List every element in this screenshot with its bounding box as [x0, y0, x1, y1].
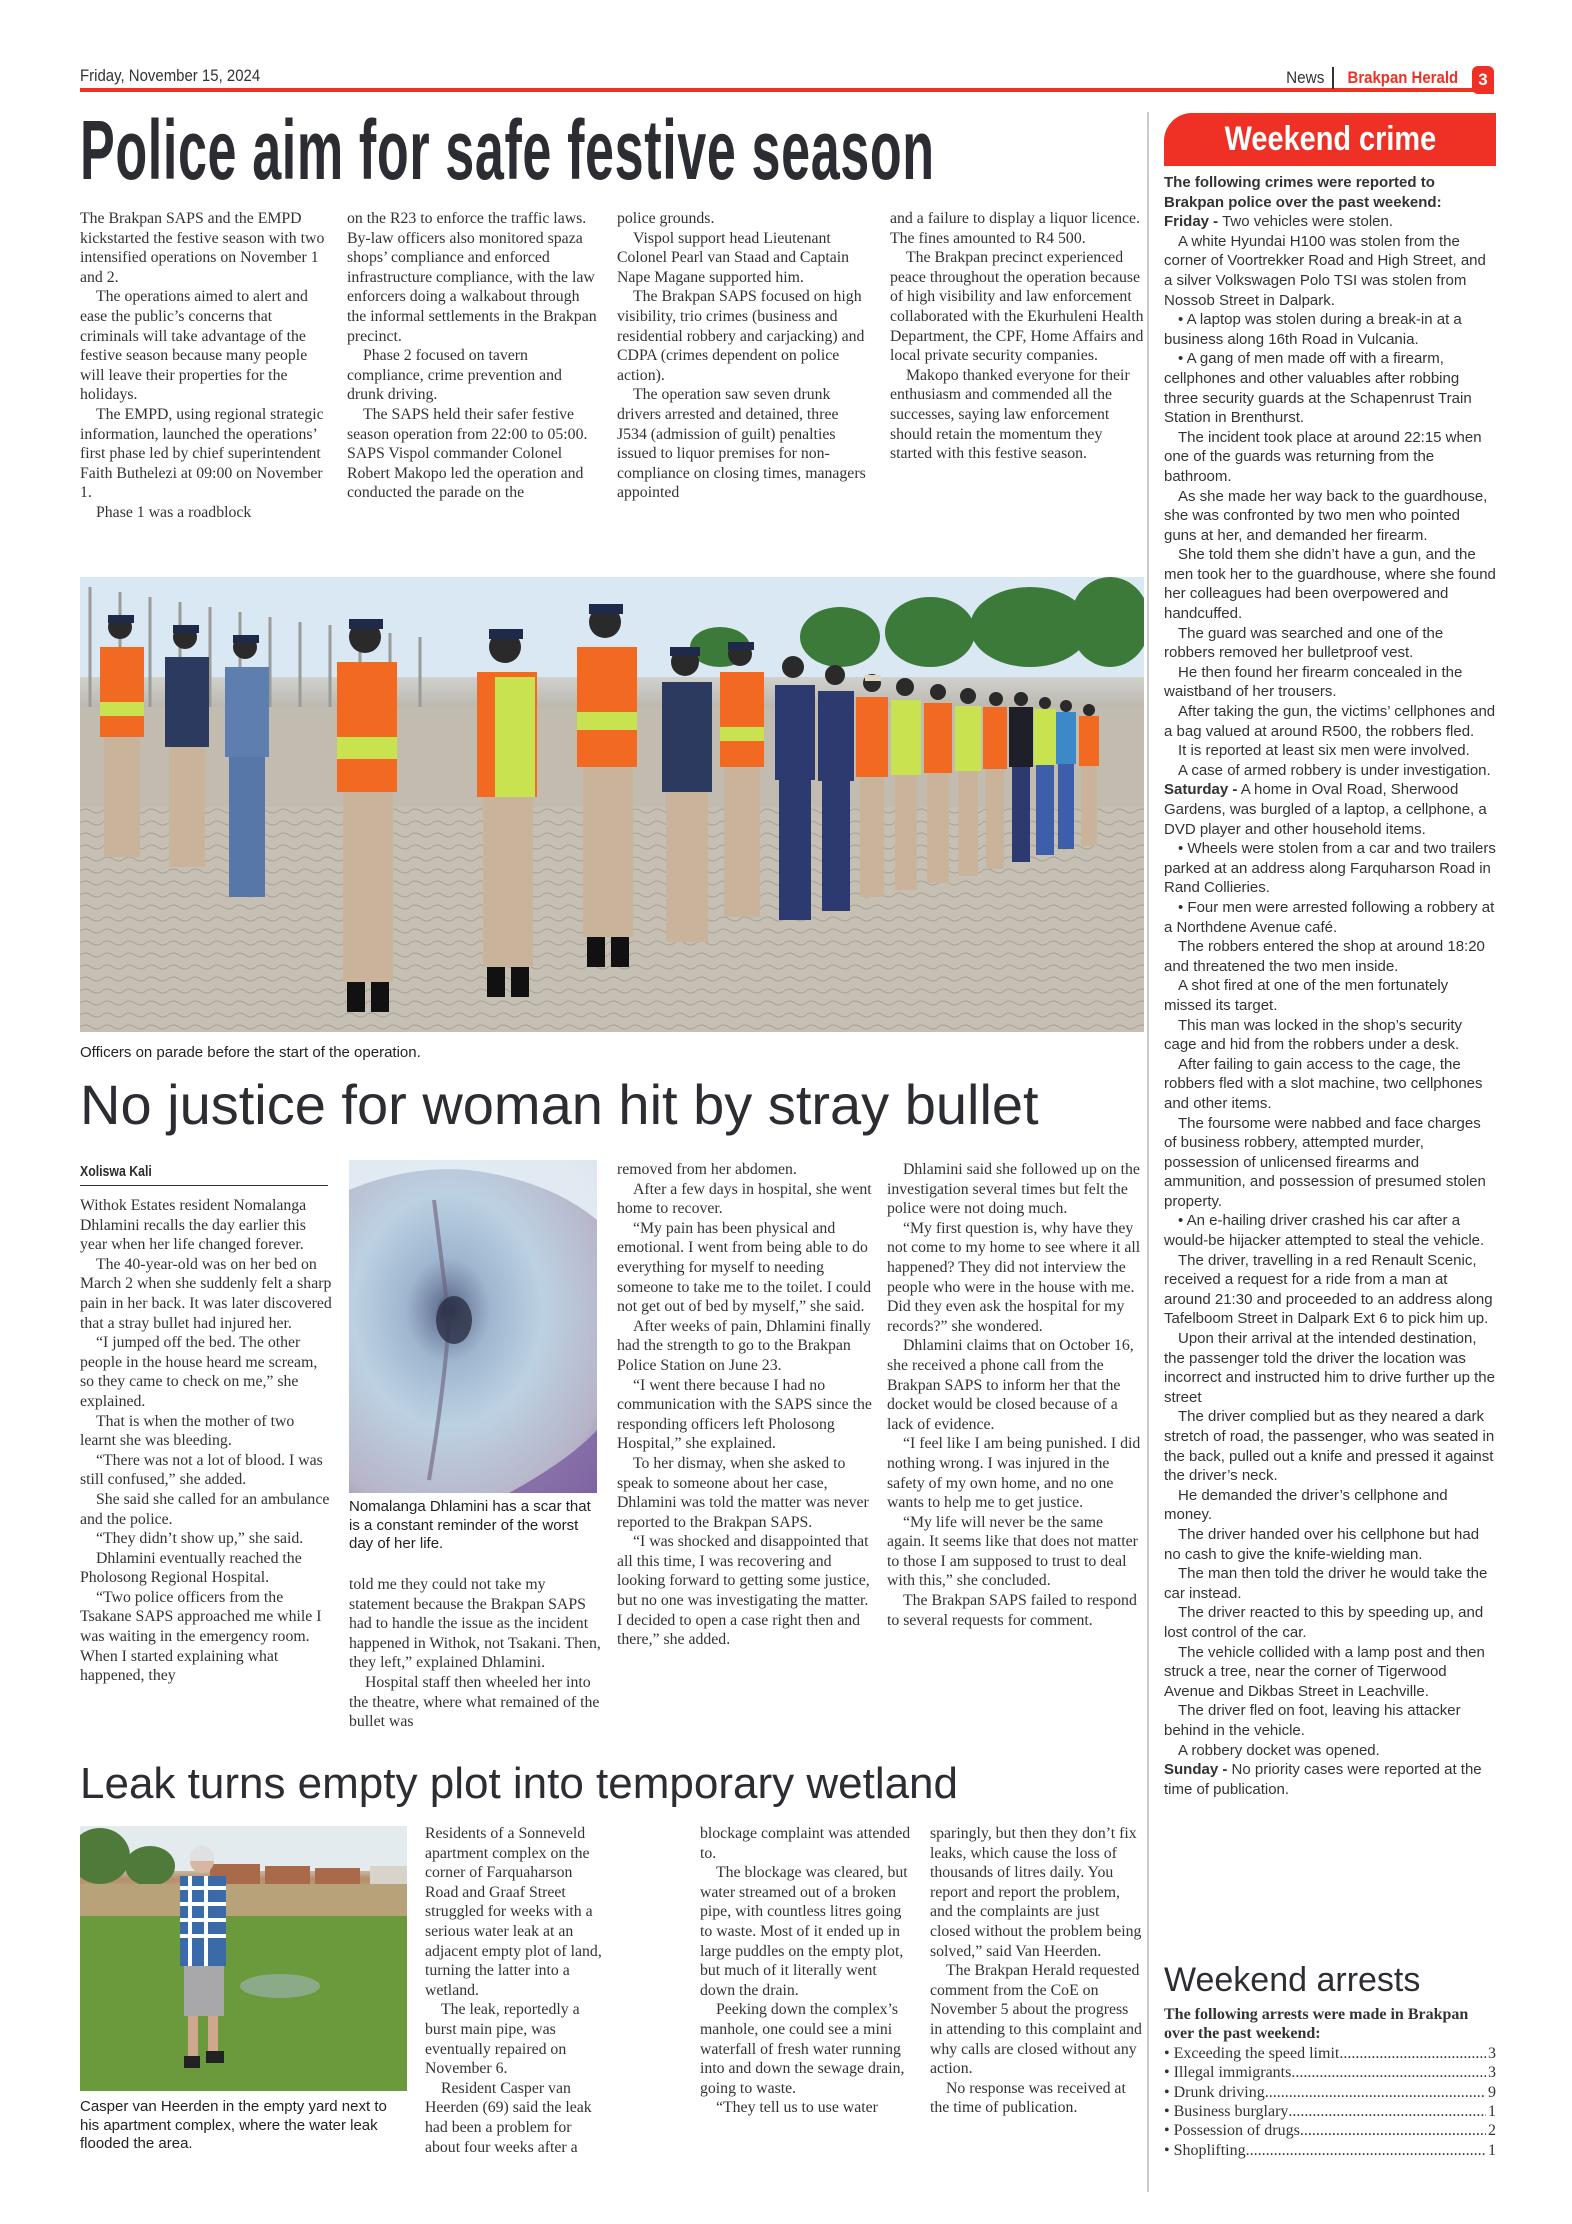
wetland-photo	[80, 1826, 407, 2091]
paragraph: “I jumped off the bed. The other people in the house heard me scream, so they came to check on me,” she explained.	[80, 1334, 318, 1410]
arrest-row: • Shoplifting ..... 1	[1164, 2141, 1496, 2160]
paragraph: police grounds.	[617, 210, 715, 227]
page-number-badge: 3	[1472, 66, 1494, 94]
saturday-lead: Saturday - A home in Oval Road, Sherwood Gardens, was burgled of a laptop, a cellphone, a DVD player and other household items.	[1164, 781, 1487, 838]
arrest-row: • Exceeding the speed limit ..... 3	[1164, 2044, 1496, 2063]
paragraph: After a few days in hospital, she went home to recover.	[617, 1180, 872, 1218]
article-3-column-3	[930, 1824, 1142, 2118]
paragraph: “My life will never be the same again. It seems like that does not matter to those I am supposed to trust to deal with this,” she concluded.	[887, 1513, 1138, 1590]
friday-lead: Friday - Two vehicles were stolen.	[1164, 213, 1394, 231]
paragraph: The driver fled on foot, leaving his attacker behind in the vehicle.	[1164, 1702, 1461, 1739]
scar-photo	[349, 1160, 597, 1493]
paragraph: The Brakpan SAPS failed to respond to several requests for comment.	[887, 1592, 1137, 1629]
article-2-headline: No justice for woman hit by stray bullet	[80, 1073, 1039, 1136]
arrest-row: • Business burglary ..... 1	[1164, 2102, 1496, 2121]
paragraph: A robbery docket was opened.	[1178, 1741, 1380, 1759]
paragraph: The blockage was cleared, but water streamed out of a broken pipe, with countless litres going to waste. Most of it ended up in large puddles on the empty plot, but much of it literally went down the drain.	[700, 1864, 908, 1999]
paragraph: Dhlamini eventually reached the Pholosong Regional Hospital.	[80, 1549, 302, 1587]
paragraph: The incident took place at around 22:15 when one of the guards was returning from the bathroom.	[1164, 428, 1482, 485]
paragraph: Vispol support head Lieutenant Colonel Pearl van Staad and Captain Nape Magane supported him.	[617, 229, 850, 286]
article-1-column-3	[617, 209, 867, 503]
paragraph: The EMPD, using regional strategic information, launched the operations’ first phase led by chief superintendent Faith Buthelezi at 09:00 on November 1.	[80, 405, 324, 502]
paragraph: She said she called for an ambulance and the police.	[80, 1490, 330, 1528]
paragraph: After failing to gain access to the cage, the robbers fled with a slot machine, two cellphones and other items.	[1164, 1055, 1483, 1112]
paragraph: The SAPS held their safer festive season operation from 22:00 to 05:00. SAPS Vispol commander Colonel Robert Makopo led the operation and conducted the parade on the	[347, 405, 588, 502]
article-2-column-2	[349, 1575, 601, 1732]
article-1-column-2	[347, 209, 597, 503]
paragraph: Hospital staff then wheeled her into the theatre, where what remained of the bullet was	[349, 1673, 600, 1731]
paragraph: A white Hyundai H100 was stolen from the corner of Voortrekker Road and High Street, and a silver Volkswagen Polo TSI was stolen from Nossob Street in Dalpark.	[1164, 232, 1486, 309]
paragraph: Phase 2 focused on tavern compliance, crime prevention and drunk driving.	[347, 347, 562, 404]
paragraph: The man then told the driver he would take the car instead.	[1164, 1565, 1488, 1602]
scar-illustration	[349, 1160, 597, 1493]
parade-illustration	[80, 577, 1144, 1032]
weekend-crime-body	[1164, 173, 1496, 1799]
paragraph: Peeking down the complex’s manhole, one could see a mini waterfall of fresh water running into and down the sewage drain, going to waste.	[700, 2001, 905, 2097]
paragraph: removed from her abdomen.	[617, 1161, 797, 1178]
paragraph: and a failure to display a liquor licence. The fines amounted to R4 500.	[890, 210, 1141, 247]
paragraph: blockage complaint was attended to.	[700, 1825, 911, 1862]
arrest-row: • Drunk driving ..... 9	[1164, 2083, 1496, 2102]
paragraph: told me they could not take my statement because the Brakpan SAPS had to handle the issue as the incident happened in Withok, not Tsakani. Then, they left,” explained Dhlamini.	[349, 1576, 601, 1672]
paragraph: A shot fired at one of the men fortunately missed its target.	[1164, 977, 1449, 1014]
crime-intro: The following crimes were reported to Brakpan police over the past weekend:	[1164, 174, 1442, 211]
paragraph: Dhlamini said she followed up on the investigation several times but felt the police were not doing much.	[887, 1161, 1140, 1218]
paragraph: • A laptop was stolen during a break-in at a business along 16th Road in Vulcania.	[1164, 311, 1462, 348]
article-2-column-3	[617, 1160, 873, 1650]
arrest-row: • Illegal immigrants ..... 3	[1164, 2063, 1496, 2082]
paragraph: She told them she didn’t have a gun, and the men took her to the guardhouse, where she found her colleagues had been overpowered and handcuffed.	[1164, 546, 1496, 623]
arrest-row: • Possession of drugs ..... 2	[1164, 2121, 1496, 2140]
paragraph: That is when the mother of two learnt she was bleeding.	[80, 1412, 295, 1450]
paragraph: The driver handed over his cellphone but had no cash to give the knife-wielding man.	[1164, 1525, 1480, 1563]
author-name: Xoliswa Kali	[80, 1163, 152, 1180]
issue-date: Friday, November 15, 2024	[80, 66, 261, 85]
paragraph: The foursome were nabbed and face charges of business robbery, attempted murder, possession of unlicensed firearms and ammunition, and possession of presumed stolen property.	[1164, 1114, 1486, 1210]
paragraph: The 40-year-old was on her bed on March 2 when she suddenly felt a sharp pain in her back. It was later discovered that a stray bullet had injured her.	[80, 1255, 332, 1332]
article-2-photo-caption: Nomalanga Dhlamini has a scar that is a constant reminder of the worst day of her life.	[349, 1498, 591, 1552]
paragraph: The leak, reportedly a burst main pipe, was eventually repaired on November 6.	[425, 2001, 580, 2078]
paragraph: Residents of a Sonneveld apartment complex on the corner of Farquaharson Road and Graaf Street struggled for weeks with a serious water leak at an adjacent empty plot of land, turning the latter into a wetland.	[425, 1825, 602, 1999]
paragraph: The Brakpan Herald requested comment from the CoE on November 5 about the progress in attending to this complaint and why calls are closed without any action.	[930, 1962, 1142, 2078]
paragraph: on the R23 to enforce the traffic laws. By-law officers also monitored spaza shops’ compliance and enforced infrastructure compliance, with the law enforcers doing a walkabout through the informal settlements in the Brakpan precinct.	[347, 210, 597, 345]
paragraph: Makopo thanked everyone for their enthusiasm and commended all the successes, saying law enforcement should retain the momentum they started with this festive season.	[890, 366, 1130, 463]
paragraph: The robbers entered the shop at around 18:20 and threatened the two men inside.	[1164, 938, 1485, 975]
paragraph: “Two police officers from the Tsakane SAPS approached me while I was waiting in the emergency room. When I started explaining what happened, they	[80, 1588, 322, 1685]
article-3-headline: Leak turns empty plot into temporary wetland	[80, 1759, 959, 1808]
paragraph: “They didn’t show up,” she said.	[96, 1530, 304, 1548]
paragraph: Phase 1 was a roadblock	[96, 503, 252, 521]
sunday-lead: Sunday - No priority cases were reported at the time of publication.	[1164, 1761, 1482, 1798]
paragraph: After weeks of pain, Dhlamini finally had the strength to go to the Brakpan Police Station on June 23.	[617, 1317, 871, 1374]
paragraph: Withok Estates resident Nomalanga Dhlamini recalls the day earlier this year when her life changed forever.	[80, 1197, 307, 1254]
paragraph: “My first question is, why have they not come to my home to see where it all happened? They did not interview the people who were in the house with me. Did they even ask the hospital for my records?” she wondered.	[887, 1219, 1141, 1335]
paragraph: “I feel like I am being punished. I did nothing wrong. I was injured in the safety of my own home, and no one wants to help me to get justice.	[887, 1435, 1141, 1512]
paragraph: He demanded the driver’s cellphone and money.	[1164, 1486, 1448, 1524]
weekend-crime-banner	[1164, 113, 1496, 166]
officers-parade-photo	[80, 577, 1144, 1032]
paragraph: “There was not a lot of blood. I was still confused,” she added.	[80, 1451, 323, 1489]
paragraph: The operation saw seven drunk drivers arrested and detained, three J534 (admission of guilt) penalties issued to liquor premises for non-compliance on closing times, managers appointed	[617, 386, 866, 502]
article-3-photo-caption: Casper van Heerden in the empty yard next to his apartment complex, where the water leak flooded the area.	[80, 2098, 387, 2152]
section-label: News	[1285, 68, 1325, 87]
paragraph: The guard was searched and one of the robbers removed her bulletproof vest.	[1164, 624, 1444, 662]
paragraph: • An e-hailing driver crashed his car after a would-be hijacker attempted to steal the vehicle.	[1164, 1212, 1485, 1250]
paragraph: • A gang of men made off with a firearm, cellphones and other valuables after robbing three security guards at the Schapenrust Train Station in Brenthurst.	[1164, 350, 1472, 427]
paragraph: The driver reacted to this by speeding up, and lost control of the car.	[1164, 1604, 1484, 1641]
article-3-column-2	[700, 1824, 912, 2118]
page-header	[80, 60, 1494, 92]
arrests-intro: The following arrests were made in Brakpan over the past weekend:	[1164, 2006, 1469, 2043]
paragraph: “I went there because I had no communication with the SAPS since the responding officers left Pholosong Hospital,” she explained.	[617, 1376, 872, 1453]
paragraph: sparingly, but then they don’t fix leaks, which cause the loss of thousands of litres daily. You report and report the problem, and the complaints are just closed without the problem being solved,” said Van Heerden.	[930, 1825, 1142, 1960]
header-divider	[1332, 67, 1334, 89]
paragraph: It is reported at least six men were involved.	[1178, 742, 1470, 760]
article-2-column-1	[80, 1196, 332, 1686]
article-1-photo-caption: Officers on parade before the start of the operation.	[80, 1044, 421, 1061]
paragraph: The Brakpan SAPS focused on high visibility, trio crimes (business and residential robbery and carjacking) and CDPA (crimes dependent on police action).	[617, 288, 865, 384]
paragraph: • Four men were arrested following a robbery at a Northdene Avenue café.	[1164, 898, 1495, 936]
article-2-column-4	[887, 1160, 1143, 1630]
weekend-arrests-title: Weekend arrests	[1164, 1961, 1421, 1999]
column-divider	[1147, 112, 1149, 2192]
paragraph: Dhlamini claims that on October 16, she received a phone call from the Brakpan SAPS to inform her that the docket would be closed because of a lack of evidence.	[887, 1337, 1134, 1433]
wetland-illustration	[80, 1826, 407, 2091]
paragraph: A case of armed robbery is under investigation.	[1178, 761, 1491, 779]
paragraph: Resident Casper van Heerden (69) said the leak had been a problem for about four weeks after a	[425, 2079, 592, 2156]
paragraph: Upon their arrival at the intended destination, the passenger told the driver the location was incorrect and instructed him to drive further up the street	[1164, 1330, 1495, 1406]
byline	[80, 1163, 328, 1186]
paragraph: After taking the gun, the victims’ cellphones and a bag valued at around R500, the robbers fled.	[1164, 703, 1496, 740]
paragraph: The Brakpan SAPS and the EMPD kickstarted the festive season with two intensified operations on November 1 and 2.	[80, 210, 325, 286]
paragraph: No response was received at the time of publication.	[930, 2079, 1126, 2117]
paragraph: To her dismay, when she asked to speak to someone about her case, Dhlamini was told the matter was never reported to the Brakpan SAPS.	[617, 1454, 869, 1531]
paragraph: As she made her way back to the guardhouse, she was confronted by two men who pointed guns at her, and demanded her firearm.	[1164, 487, 1488, 544]
paragraph: The operations aimed to alert and ease the public’s concerns that criminals will take advantage of the festive season because many people will leave their properties for the holidays.	[80, 288, 308, 404]
weekend-arrests-list	[1164, 2005, 1496, 2160]
publication-name: Brakpan Herald	[1347, 68, 1459, 87]
article-3-column-1	[425, 1824, 607, 2157]
article-1-headline: Police aim for safe festive season	[80, 103, 935, 197]
paragraph: • Wheels were stolen from a car and two trailers parked at an address along Farquharson Road in Rand Collieries.	[1164, 840, 1496, 897]
paragraph: The driver complied but as they neared a dark stretch of road, the passenger, who was seated in the back, pulled out a knife and pressed it against the driver’s neck.	[1164, 1408, 1495, 1485]
banner-title: Weekend crime	[1224, 120, 1436, 158]
paragraph: This man was locked in the shop’s security cage and hid from the robbers under a desk.	[1164, 1016, 1463, 1054]
paragraph: “My pain has been physical and emotional. I went from being able to do everything for myself to needing someone to take me to the toilet. I could not get out of bed by myself,” she said.	[617, 1219, 871, 1316]
paragraph: “I was shocked and disappointed that all this time, I was recovering and looking forward to getting some justice, but no one was investigating the matter. I decided to open a case right then and there,” she added.	[617, 1533, 870, 1649]
paragraph: The vehicle collided with a lamp post and then struck a tree, near the corner of Tigerwood Avenue and Dikbas Street in Leachville.	[1164, 1643, 1485, 1700]
paragraph: The driver, travelling in a red Renault Scenic, received a request for a ride from a man at around 21:30 and proceeded to an address along Tafelboom Street in Dalpark Ext 6 to pick him up.	[1164, 1251, 1493, 1328]
paragraph: “They tell us to use water	[716, 2099, 878, 2117]
paragraph: The Brakpan precinct experienced peace throughout the operation because of high visibility and law enforcement collaborated with the Ekurhuleni Health Department, the CPF, Home Affairs and local private security companies.	[890, 249, 1144, 365]
article-1-column-1	[80, 209, 330, 523]
article-1-column-4	[890, 209, 1146, 464]
header-right	[1284, 64, 1494, 92]
paragraph: He then found her firearm concealed in the waistband of her trousers.	[1164, 663, 1463, 701]
